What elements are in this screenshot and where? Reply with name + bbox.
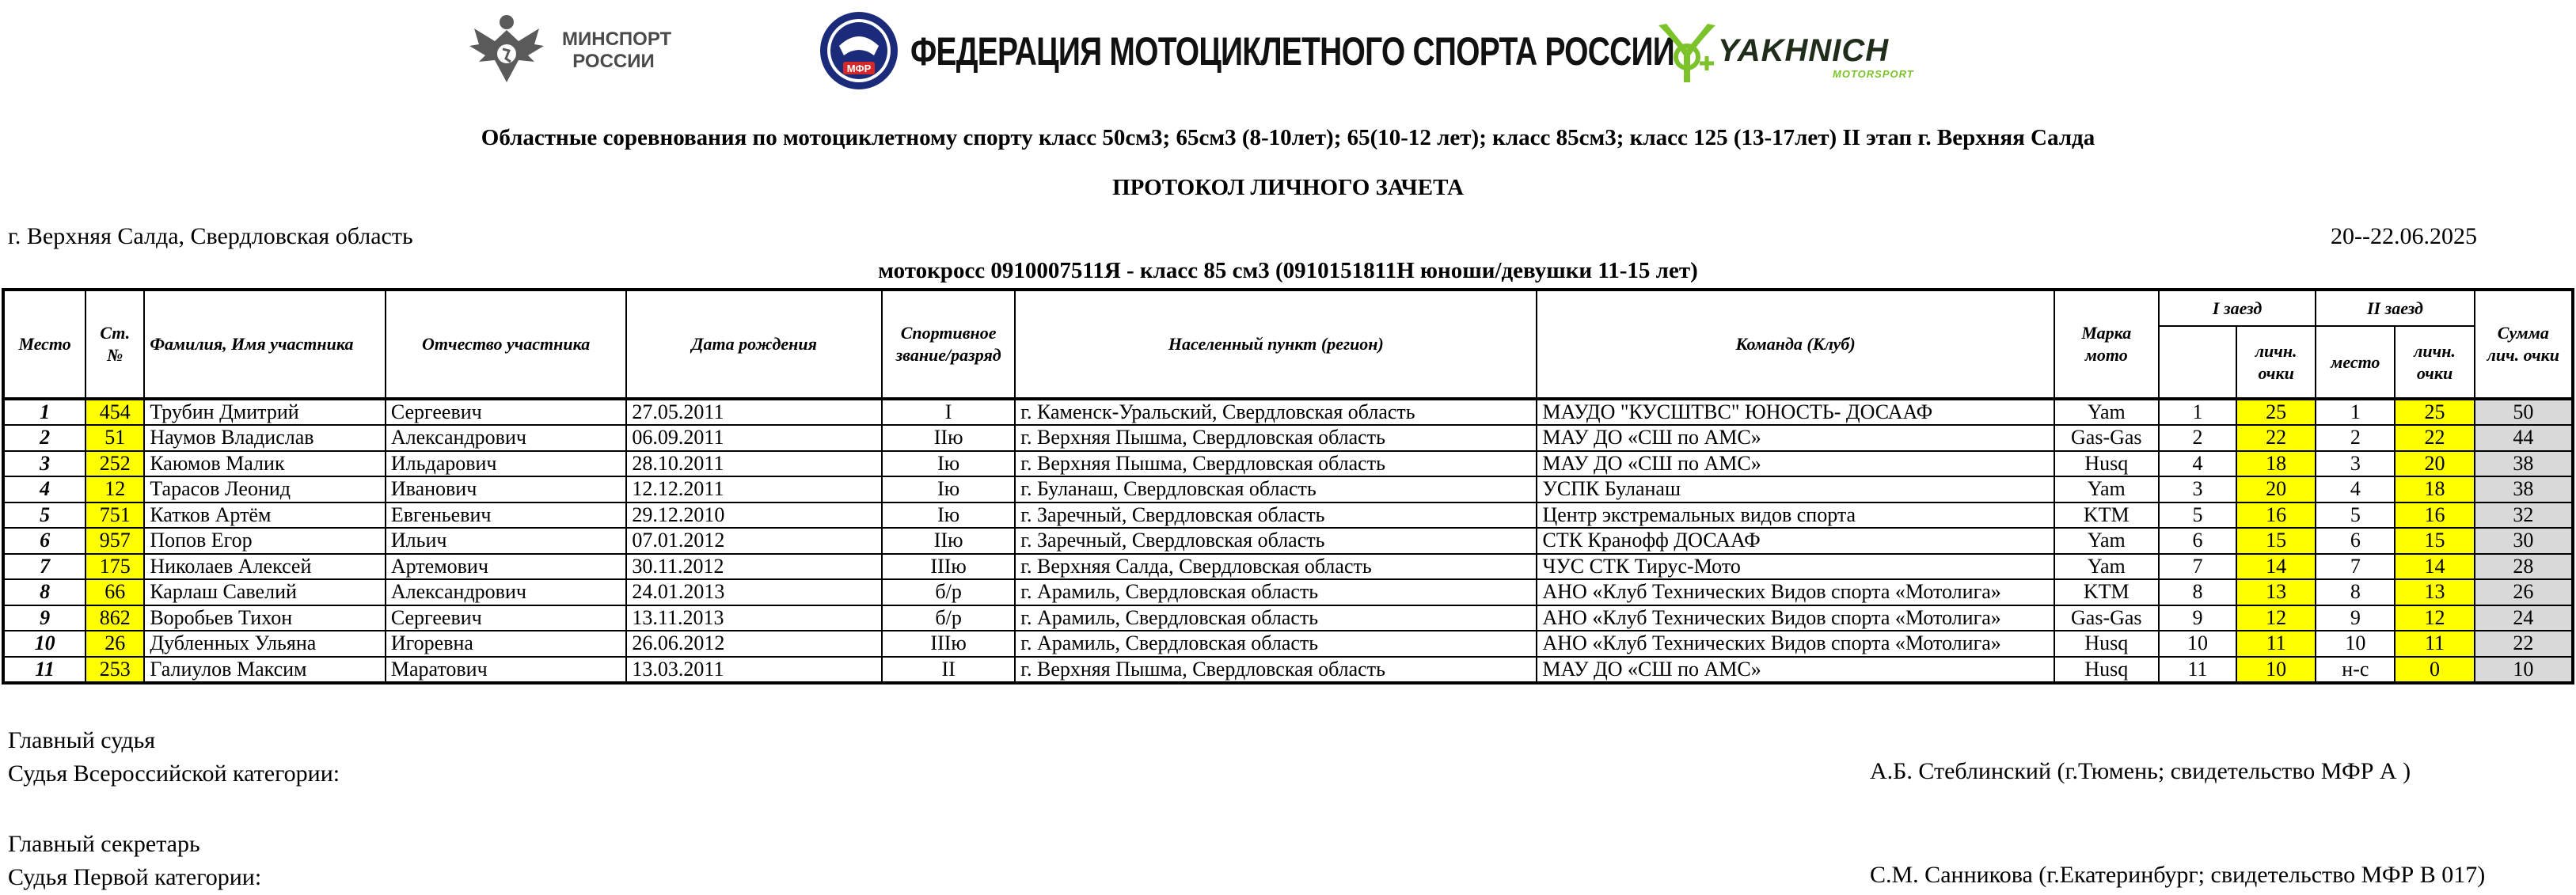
place-cell: 6 [3,528,85,554]
race-1-points-cell: 16 [2236,502,2316,529]
city-cell: г. Арамиль, Свердловская область [1015,605,1537,631]
total-cell: 38 [2475,476,2573,502]
mfr-emblem-icon [815,9,902,92]
race-1-place-cell: 1 [2159,399,2236,425]
race-2-points-cell: 15 [2395,528,2474,554]
team-cell: МАУДО "КУСШТВС" ЮНОСТЬ- ДОСААФ [1537,399,2054,425]
chief-judge-category: Судья Всероссийской категории: [8,760,340,787]
class-title: мотокросс 0910007511Я - класс 85 см3 (0910151811Н юноши/девушки 11-15 лет) [878,258,1698,283]
number-cell: 862 [85,605,144,631]
header-total: Сумма лич. очки [2475,290,2573,399]
mfr-badge-text: МФР [846,63,872,74]
header-city: Населенный пункт (регион) [1015,290,1537,399]
header-birth-date: Дата рождения [626,290,882,399]
name-cell: Галиулов Максим [144,657,386,683]
chief-judge-name: А.Б. Стеблинский (г.Тюмень; свидетельство МФР А ) [1870,758,2411,784]
team-cell: АНО «Клуб Технических Видов спорта «Мотолига» [1537,631,2054,657]
race-1-points-cell: 10 [2236,657,2316,683]
bike-cell: Husq [2054,451,2159,477]
bike-cell: Gas-Gas [2054,605,2159,631]
patronymic-cell: Игоревна [386,631,627,657]
race-1-points-cell: 13 [2236,579,2316,605]
race-2-place-cell: н-с [2316,657,2395,683]
table-row [3,528,2573,554]
number-cell: 454 [85,399,144,425]
number-cell: 175 [85,554,144,580]
birth-date-cell: 29.12.2010 [626,502,882,529]
chief-secretary-name: С.М. Санникова (г.Екатеринбург; свидетельство МФР В 017) [1870,862,2486,888]
city-cell: г. Каменск-Уральский, Свердловская область [1015,399,1537,425]
race-1-place-cell: 6 [2159,528,2236,554]
header-place: Место [3,290,85,399]
name-cell: Каюмов Малик [144,451,386,477]
table-row [3,399,2573,425]
name-cell: Дубленных Ульяна [144,631,386,657]
table-body [3,399,2573,683]
rank-cell: IIIю [882,631,1015,657]
number-cell: 26 [85,631,144,657]
name-cell: Попов Егор [144,528,386,554]
table-row [3,657,2573,683]
name-cell: Тарасов Леонид [144,476,386,502]
table-row [3,502,2573,529]
team-cell: Центр экстремальных видов спорта [1537,502,2054,529]
race-2-place-cell: 2 [2316,425,2395,451]
table-row [3,579,2573,605]
race-2-points-cell: 25 [2395,399,2474,425]
race-1-place-cell: 11 [2159,657,2236,683]
race-2-place-cell: 4 [2316,476,2395,502]
place-cell: 4 [3,476,85,502]
name-cell: Воробьев Тихон [144,605,386,631]
total-cell: 28 [2475,554,2573,580]
table-row [3,631,2573,657]
header-race-2: II заезд [2316,290,2474,326]
double-eagle-icon [463,9,550,89]
bike-cell: Husq [2054,631,2159,657]
number-cell: 253 [85,657,144,683]
city-cell: г. Арамиль, Свердловская область [1015,631,1537,657]
patronymic-cell: Ильич [386,528,627,554]
chief-secretary-category: Судья Первой категории: [8,864,262,890]
header-number: Ст. № [85,290,144,399]
header-name: Фамилия, Имя участника [144,290,386,399]
number-cell: 252 [85,451,144,477]
bike-cell: Husq [2054,657,2159,683]
rank-cell: Iю [882,476,1015,502]
bike-cell: Yam [2054,528,2159,554]
bike-cell: Yam [2054,554,2159,580]
birth-date-cell: 13.11.2013 [626,605,882,631]
patronymic-cell: Сергеевич [386,605,627,631]
minsport-logo [463,9,672,89]
bike-cell: Gas-Gas [2054,425,2159,451]
chief-judge-label: Главный судья [8,727,156,753]
team-cell: МАУ ДО «СШ по АМС» [1537,657,2054,683]
patronymic-cell: Александрович [386,579,627,605]
results-table [2,288,2574,685]
total-cell: 50 [2475,399,2573,425]
bike-cell: KTM [2054,579,2159,605]
city-cell: г. Верхняя Пышма, Свердловская область [1015,451,1537,477]
race-2-points-cell: 14 [2395,554,2474,580]
birth-date-cell: 13.03.2011 [626,657,882,683]
race-1-points-cell: 22 [2236,425,2316,451]
race-1-points-cell: 25 [2236,399,2316,425]
race-2-place-cell: 10 [2316,631,2395,657]
race-2-points-cell: 18 [2395,476,2474,502]
location-text: г. Верхняя Салда, Свердловская область [8,223,413,249]
team-cell: СТК Кранофф ДОСААФ [1537,528,2054,554]
team-cell: АНО «Клуб Технических Видов спорта «Мотолига» [1537,579,2054,605]
header-race-1-place [2159,326,2236,399]
rank-cell: Iю [882,451,1015,477]
race-1-points-cell: 20 [2236,476,2316,502]
race-1-points-cell: 11 [2236,631,2316,657]
race-2-points-cell: 13 [2395,579,2474,605]
city-cell: г. Заречный, Свердловская область [1015,528,1537,554]
number-cell: 66 [85,579,144,605]
race-1-place-cell: 7 [2159,554,2236,580]
total-cell: 22 [2475,631,2573,657]
city-cell: г. Буланаш, Свердловская область [1015,476,1537,502]
competition-title: Областные соревнования по мотоциклетному спорту класс 50см3; 65см3 (8-10лет); 65(10-12 лет); класс 85см3; класс 125 (13-17лет) II этап г. Верхняя Салда [481,125,2095,150]
birth-date-cell: 30.11.2012 [626,554,882,580]
header-race-1-points: личн. очки [2236,326,2316,399]
number-cell: 51 [85,425,144,451]
patronymic-cell: Сергеевич [386,399,627,425]
place-cell: 7 [3,554,85,580]
race-1-place-cell: 4 [2159,451,2236,477]
patronymic-cell: Ильдарович [386,451,627,477]
race-1-place-cell: 2 [2159,425,2236,451]
rank-cell: IIю [882,425,1015,451]
city-cell: г. Заречный, Свердловская область [1015,502,1537,529]
birth-date-cell: 06.09.2011 [626,425,882,451]
place-cell: 8 [3,579,85,605]
patronymic-cell: Иванович [386,476,627,502]
team-cell: МАУ ДО «СШ по АМС» [1537,425,2054,451]
race-2-points-cell: 16 [2395,502,2474,529]
table-row [3,554,2573,580]
table-row [3,605,2573,631]
table-header [3,290,2573,399]
total-cell: 26 [2475,579,2573,605]
race-2-points-cell: 20 [2395,451,2474,477]
rank-cell: б/р [882,579,1015,605]
place-cell: 1 [3,399,85,425]
minsport-logo-text [562,28,672,73]
total-cell: 30 [2475,528,2573,554]
city-cell: г. Верхняя Салда, Свердловская область [1015,554,1537,580]
name-cell: Наумов Владислав [144,425,386,451]
birth-date-cell: 26.06.2012 [626,631,882,657]
birth-date-cell: 27.05.2011 [626,399,882,425]
table-row [3,425,2573,451]
race-2-place-cell: 7 [2316,554,2395,580]
sponsor-sub: MOTORSPORT [1833,68,1914,80]
patronymic-cell: Александрович [386,425,627,451]
race-2-points-cell: 11 [2395,631,2474,657]
birth-date-cell: 28.10.2011 [626,451,882,477]
header-team: Команда (Клуб) [1537,290,2054,399]
total-cell: 32 [2475,502,2573,529]
bike-cell: Yam [2054,476,2159,502]
city-cell: г. Арамиль, Свердловская область [1015,579,1537,605]
federation-title: ФЕДЕРАЦИЯ МОТОЦИКЛЕТНОГО СПОРТА РОССИИ [910,29,1675,74]
race-2-place-cell: 9 [2316,605,2395,631]
header-race-1: I заезд [2159,290,2316,326]
name-cell: Карлаш Савелий [144,579,386,605]
race-2-place-cell: 1 [2316,399,2395,425]
protocol-title: ПРОТОКОЛ ЛИЧНОГО ЗАЧЕТА [1112,175,1464,200]
number-cell: 957 [85,528,144,554]
rank-cell: IIIю [882,554,1015,580]
birth-date-cell: 12.12.2011 [626,476,882,502]
rank-cell: II [882,657,1015,683]
team-cell: УСПК Буланаш [1537,476,2054,502]
total-cell: 10 [2475,657,2573,683]
race-2-points-cell: 22 [2395,425,2474,451]
place-cell: 11 [3,657,85,683]
place-cell: 2 [3,425,85,451]
team-cell: МАУ ДО «СШ по АМС» [1537,451,2054,477]
minsport-line-1: МИНСПОРТ [562,28,672,50]
number-cell: 751 [85,502,144,529]
header-bike: Марка мото [2054,290,2159,399]
mfr-logo [815,9,1675,89]
header-patronymic: Отчество участника [386,290,627,399]
bike-cell: KTM [2054,502,2159,529]
rank-cell: IIю [882,528,1015,554]
minsport-line-2: РОССИИ [572,51,655,72]
name-cell: Катков Артём [144,502,386,529]
header-rank: Спортивное звание/разряд [882,290,1015,399]
race-1-place-cell: 5 [2159,502,2236,529]
race-1-place-cell: 9 [2159,605,2236,631]
chief-secretary-label: Главный секретарь [8,831,200,857]
rank-cell: I [882,399,1015,425]
birth-date-cell: 07.01.2012 [626,528,882,554]
patronymic-cell: Артемович [386,554,627,580]
logo-row [0,6,2576,93]
patronymic-cell: Маратович [386,657,627,683]
race-1-points-cell: 14 [2236,554,2316,580]
race-1-points-cell: 15 [2236,528,2316,554]
patronymic-cell: Евгеньевич [386,502,627,529]
race-1-place-cell: 3 [2159,476,2236,502]
number-cell: 12 [85,476,144,502]
team-cell: ЧУС СТК Тирус-Мото [1537,554,2054,580]
header-race-2-points: личн. очки [2395,326,2474,399]
table-row [3,476,2573,502]
bike-cell: Yam [2054,399,2159,425]
birth-date-cell: 24.01.2013 [626,579,882,605]
rank-cell: б/р [882,605,1015,631]
place-cell: 3 [3,451,85,477]
race-2-place-cell: 5 [2316,502,2395,529]
dates-text: 20--22.06.2025 [2331,223,2477,249]
race-1-place-cell: 10 [2159,631,2236,657]
race-1-points-cell: 12 [2236,605,2316,631]
race-2-points-cell: 0 [2395,657,2474,683]
yakhnich-emblem-icon [1651,17,1722,89]
city-cell: г. Верхняя Пышма, Свердловская область [1015,657,1537,683]
total-cell: 38 [2475,451,2573,477]
race-1-points-cell: 18 [2236,451,2316,477]
race-2-place-cell: 6 [2316,528,2395,554]
city-cell: г. Верхняя Пышма, Свердловская область [1015,425,1537,451]
table-row [3,451,2573,477]
place-cell: 9 [3,605,85,631]
name-cell: Трубин Дмитрий [144,399,386,425]
total-cell: 44 [2475,425,2573,451]
sponsor-name: YAKHNICH [1718,33,1890,68]
rank-cell: Iю [882,502,1015,529]
race-2-place-cell: 3 [2316,451,2395,477]
place-cell: 10 [3,631,85,657]
yakhnich-logo [1651,17,1920,89]
name-cell: Николаев Алексей [144,554,386,580]
race-2-place-cell: 8 [2316,579,2395,605]
header-race-2-place: место [2316,326,2395,399]
race-2-points-cell: 12 [2395,605,2474,631]
race-1-place-cell: 8 [2159,579,2236,605]
team-cell: АНО «Клуб Технических Видов спорта «Мотолига» [1537,605,2054,631]
total-cell: 24 [2475,605,2573,631]
place-cell: 5 [3,502,85,529]
